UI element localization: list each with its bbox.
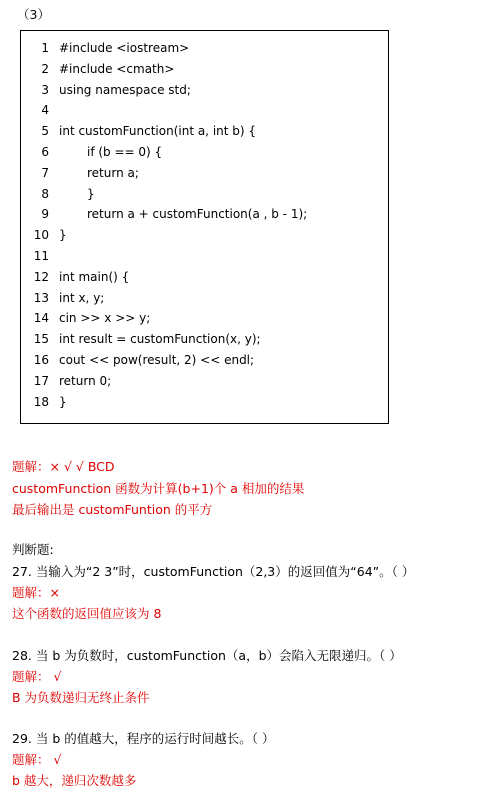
question-27-note: 这个函数的返回值应该为 8 (12, 606, 162, 621)
code-line (21, 267, 388, 287)
line-number: 9 (41, 207, 49, 222)
code-line (21, 184, 388, 204)
code-text: using namespace std; (59, 82, 191, 97)
code-line (21, 59, 388, 79)
line-number: 10 (33, 228, 49, 243)
explanation-line-2: 最后输出是 customFuntion 的平方 (12, 502, 213, 517)
explanation-line-1: customFunction 函数为计算(b+1)个 a 相加的结果 (12, 481, 305, 496)
code-line (21, 329, 388, 349)
explanation-answer: 题解：× √ √ BCD (12, 459, 115, 474)
code-line (21, 204, 388, 224)
code-line (21, 142, 388, 162)
code-text: int customFunction(int a, int b) { (59, 124, 257, 139)
code-line (21, 225, 388, 245)
line-number: 6 (41, 145, 49, 159)
code-text: cout << pow(result, 2) << endl; (59, 353, 255, 367)
question-27-text: 27. 当输入为“2 3”时，customFunction（2,3）的返回值为“64”。（ ） (12, 564, 415, 579)
line-number: 14 (33, 311, 49, 326)
code-text: if (b == 0) { (87, 145, 163, 159)
section-label: 判断题: (12, 542, 54, 557)
code-line (21, 80, 388, 100)
question-29-note: b 越大，递归次数越多 (12, 773, 137, 788)
code-text: } (59, 394, 67, 409)
question-29-answer: 题解： √ (12, 752, 62, 767)
code-listing (20, 30, 389, 424)
code-line (21, 350, 388, 370)
question-28-note: B 为负数递归无终止条件 (12, 690, 150, 705)
code-text: return 0; (59, 373, 112, 388)
line-number: 4 (41, 103, 49, 118)
line-number: 15 (33, 332, 49, 347)
question-28-answer: 题解： √ (12, 669, 62, 684)
code-line (21, 100, 388, 120)
line-number: 11 (33, 249, 49, 263)
code-text: int main() { (59, 269, 130, 284)
line-number: 5 (41, 124, 49, 139)
code-text: return a + customFunction(a , b - 1); (87, 207, 308, 222)
line-number: 3 (41, 82, 49, 97)
line-number: 7 (41, 165, 49, 180)
code-line (21, 121, 388, 141)
code-line (21, 246, 388, 266)
code-text: #include <iostream> (59, 41, 190, 55)
code-line (21, 392, 388, 412)
code-line (21, 38, 388, 58)
code-line (21, 163, 388, 183)
code-line (21, 371, 388, 391)
code-text: int x, y; (59, 290, 105, 305)
code-line (21, 308, 388, 328)
code-text: } (87, 186, 95, 201)
section-title: （3） (17, 7, 50, 22)
question-29-text: 29. 当 b 的值越大，程序的运行时间越长。（ ） (12, 731, 275, 746)
code-text: #include <cmath> (59, 61, 175, 76)
line-number: 8 (41, 186, 49, 201)
line-number: 1 (41, 41, 49, 55)
code-text: cin >> x >> y; (59, 311, 151, 326)
line-number: 17 (33, 373, 49, 388)
line-number: 18 (33, 394, 49, 409)
line-number: 12 (33, 269, 49, 284)
line-number: 16 (33, 353, 49, 367)
line-number: 2 (41, 61, 49, 76)
code-text: return a; (87, 165, 139, 180)
question-27-answer: 题解：× (12, 585, 60, 600)
line-number: 13 (33, 290, 49, 305)
question-28-text: 28. 当 b 为负数时，customFunction（a，b）会陷入无限递归。（ ） (12, 648, 402, 663)
code-line (21, 288, 388, 308)
code-text: int result = customFunction(x, y); (59, 332, 261, 347)
code-text: } (59, 228, 67, 243)
